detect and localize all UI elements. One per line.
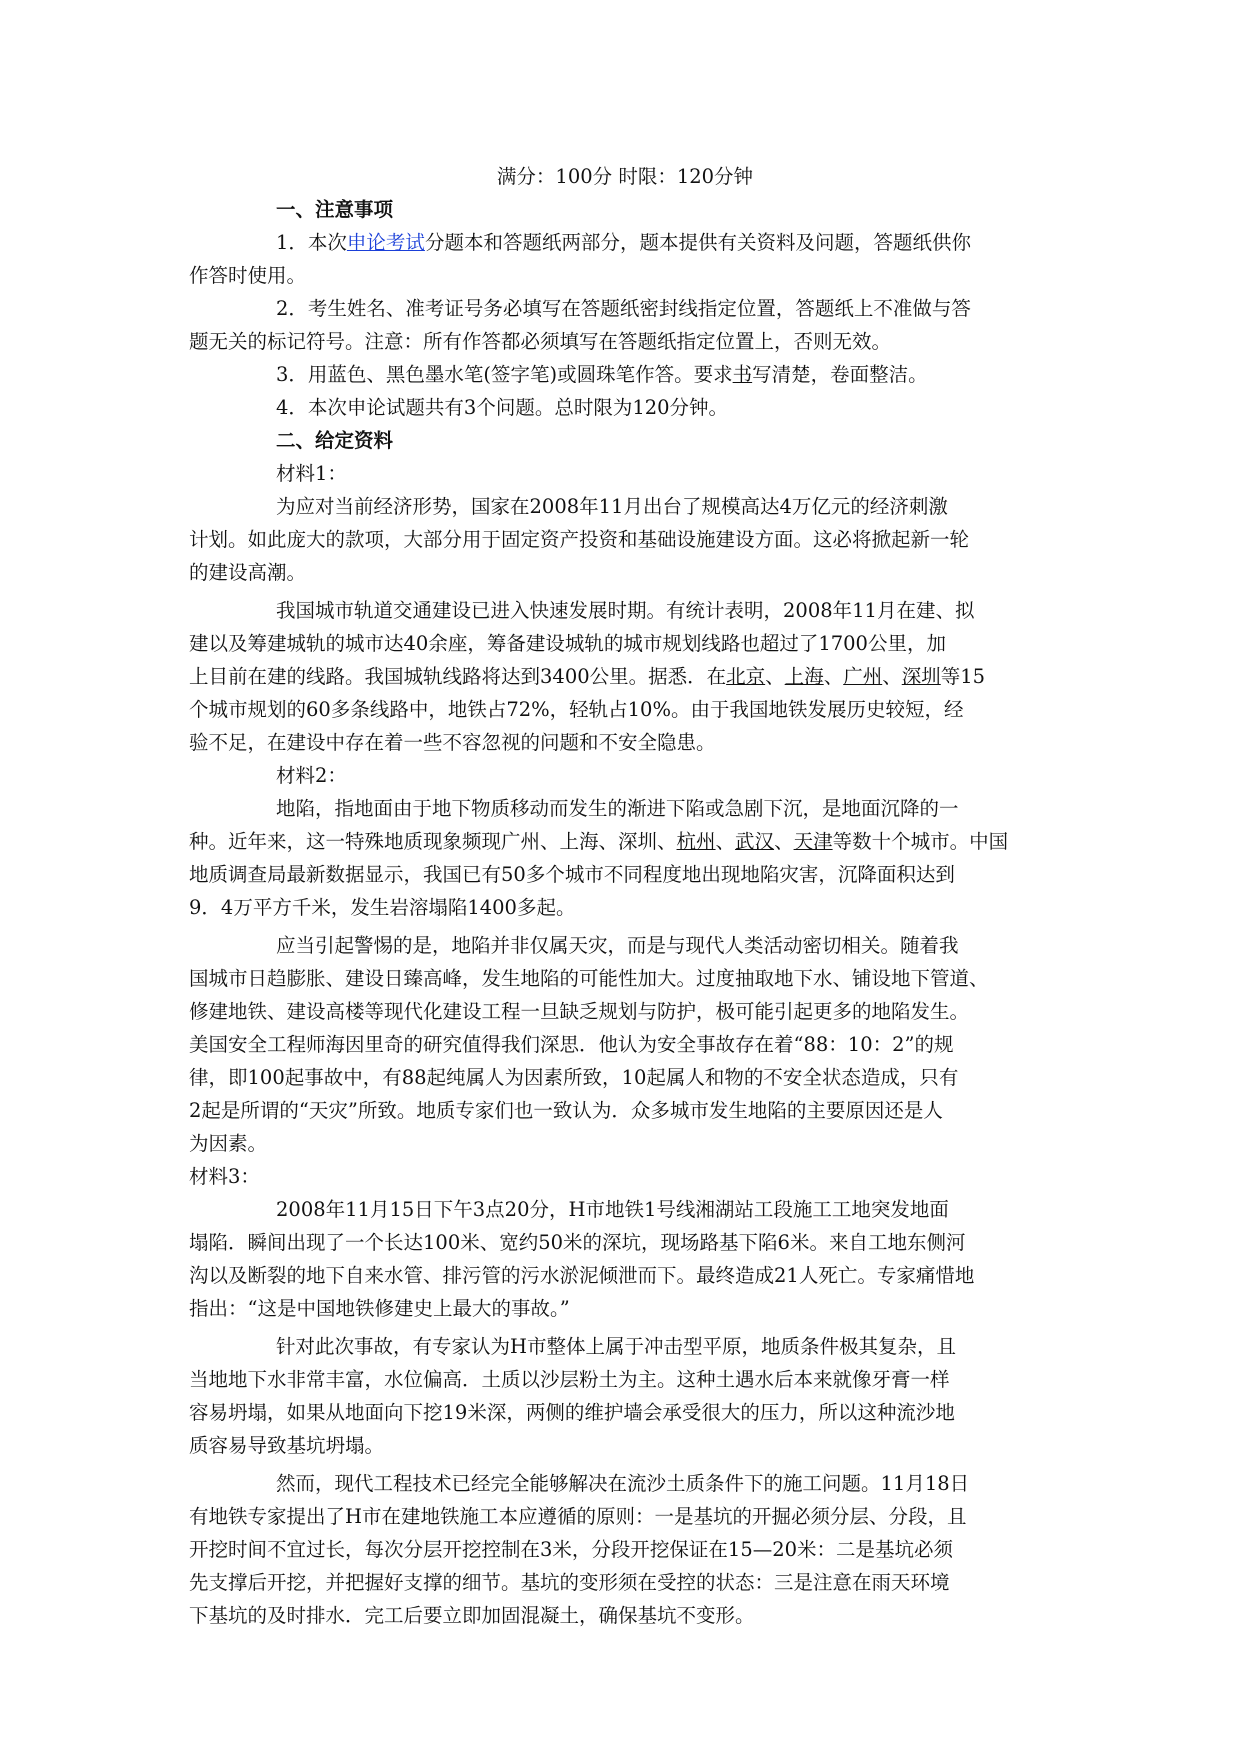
text: 修建地铁、建设高楼等现代化建设工程一旦缺乏规划与防护，极可能引起更多的地陷发生。 [189,1000,970,1023]
text: 个城市规划的60多条线路中，地铁占72%，轻轨占10%。由于我国地铁发展历史较短，经 [189,698,964,721]
text: 国城市日趋膨胀、建设日臻高峰，发生地陷的可能性加大。过度抽取地下水、铺设地下管道、 [189,967,989,990]
text: 2008年11月15日下午3点20分，H市地铁1号线湘湖站工段施工工地突发地面 [276,1198,949,1221]
text: 2．考生姓名、准考证号务必填写在答题纸密封线指定位置，答题纸上不准做与答 [276,297,971,320]
exam-page [189,160,1061,1632]
material-2-label: 材料2： [276,764,347,787]
material-3-label: 材料3： [189,1165,260,1188]
material-3-paragraph-3 [189,1467,1061,1632]
text: 律，即100起事故中，有88起纯属人为因素所致，10起属人和物的不安全状态造成，只有 [189,1066,959,1089]
text: 应当引起警惕的是，地陷并非仅属天灾，而是与现代人类活动密切相关。随着我 [276,934,959,957]
separator: 、 [882,665,902,688]
shanghai-link[interactable]: 上海 [784,665,824,688]
text: 质容易导致基坑坍塌。 [189,1434,385,1457]
text: 沟以及断裂的地下自来水管、排污管的污水淤泥倾泄而下。最终造成21人死亡。专家痛惜地 [189,1264,975,1287]
text: 有地铁专家提出了H市在建地铁施工本应遵循的原则：一是基坑的开掘必须分层、分段，且 [189,1505,967,1528]
text: 分题本和答题纸两部分，题本提供有关资料及问题，答题纸供你 [424,231,971,254]
separator: 、 [715,830,736,853]
text: 种。近年来，这一特殊地质现象频现广州、上海、深圳、 [189,830,677,853]
text: 针对此次事故，有专家认为H市整体上属于冲击型平原，地质条件极其复杂，且 [276,1335,957,1358]
note-item-4: 4．本次申论试题共有3个问题。总时限为120分钟。 [276,396,729,419]
score-time-header: 满分：100分 时限：120分钟 [496,165,754,188]
section-title-materials: 二、给定资料 [276,429,394,452]
text: 我国城市轨道交通建设已进入快速发展时期。有统计表明，2008年11月在建、拟 [276,599,975,622]
material-1-label: 材料1： [276,462,347,485]
text: 开挖时间不宜过长，每次分层开挖控制在3米，分段开挖保证在15—20米：二是基坑必须 [189,1538,954,1561]
text: 9．4万平方千米，发生岩溶塌陷1400多起。 [189,896,576,919]
shenzhen-link[interactable]: 深圳 [901,665,941,688]
material-3-paragraph-1 [189,1193,1061,1325]
beijing-link[interactable]: 北京 [726,665,766,688]
note-item-1 [189,226,1061,292]
text: 为因素。 [189,1132,268,1155]
separator: 、 [765,665,785,688]
wuhan-link[interactable]: 武汉 [735,830,775,853]
text: 3．用蓝色、黑色墨水笔(签字笔)或圆珠笔作答。要求 [276,363,733,386]
material-2-paragraph-1 [189,792,1061,924]
material-2-paragraph-2 [189,929,1061,1160]
text: 写清楚，卷面整洁。 [752,363,928,386]
material-3-paragraph-2 [189,1330,1061,1462]
text: 地质调查局最新数据显示，我国已有50多个城市不同程度地出现地陷灾害，沉降面积达到 [189,863,955,886]
guangzhou-link[interactable]: 广州 [843,665,883,688]
separator: 、 [823,665,844,688]
text: 当地地下水非常丰富，水位偏高．土质以沙层粉土为主。这种土遇水后本来就像牙膏一样 [189,1368,950,1391]
section-title-notes: 一、注意事项 [276,198,394,221]
material-1-paragraph-2 [189,594,1061,759]
text: 容易坍塌，如果从地面向下挖19米深，两侧的维护墙会承受很大的压力，所以这种流沙地 [189,1401,955,1424]
text: 2起是所谓的“天灾”所致。地质专家们也一致认为．众多城市发生地陷的主要原因还是人 [189,1099,943,1122]
text: 计划。如此庞大的款项，大部分用于固定资产投资和基础设施建设方面。这必将掀起新一轮 [189,528,970,551]
text: 为应对当前经济形势，国家在2008年11月出台了规模高达4万亿元的经济刺激 [276,495,948,518]
text: 塌陷．瞬间出现了一个长达100米、宽约50米的深坑，现场路基下陷6米。来自工地东侧河 [189,1231,966,1254]
shu-underlined-link[interactable]: 书 [732,363,753,386]
text: 地陷，指地面由于地下物质移动而发生的渐进下陷或急剧下沉，是地面沉降的一 [276,797,959,820]
text: 等15 [940,665,986,688]
text: 美国安全工程师海因里奇的研究值得我们深思．他认为安全事故存在着“88：10：2”的规 [189,1033,954,1056]
material-1-paragraph-1 [189,490,1061,589]
note-item-2 [189,292,1061,358]
text: 指出：“这是中国地铁修建史上最大的事故。” [189,1297,570,1320]
note-item-3 [189,358,1061,391]
text: 建以及筹建城轨的城市达40余座，筹备建设城轨的城市规划线路也超过了1700公里，加 [189,632,946,655]
hangzhou-link[interactable]: 杭州 [676,830,716,853]
shenlun-exam-link[interactable]: 申论考试 [346,231,425,254]
text: 上目前在建的线路。我国城轨线路将达到3400公里。据悉．在 [189,665,727,688]
text: 等数十个城市。中国 [832,830,1009,853]
text: 题无关的标记符号。注意：所有作答都必须填写在答题纸指定位置上，否则无效。 [189,330,892,353]
text: 的建设高潮。 [189,561,307,584]
text: 作答时使用。 [189,264,307,287]
text: 然而，现代工程技术已经完全能够解决在流沙土质条件下的施工问题。11月18日 [276,1472,970,1495]
tianjin-link[interactable]: 天津 [793,830,833,853]
text: 下基坑的及时排水．完工后要立即加固混凝土，确保基坑不变形。 [189,1604,755,1627]
text: 1．本次 [276,231,347,254]
text: 先支撑后开挖，并把握好支撑的细节。基坑的变形须在受控的状态：三是注意在雨天环境 [189,1571,950,1594]
separator: 、 [774,830,794,853]
text: 验不足，在建设中存在着一些不容忽视的问题和不安全隐患。 [189,731,716,754]
